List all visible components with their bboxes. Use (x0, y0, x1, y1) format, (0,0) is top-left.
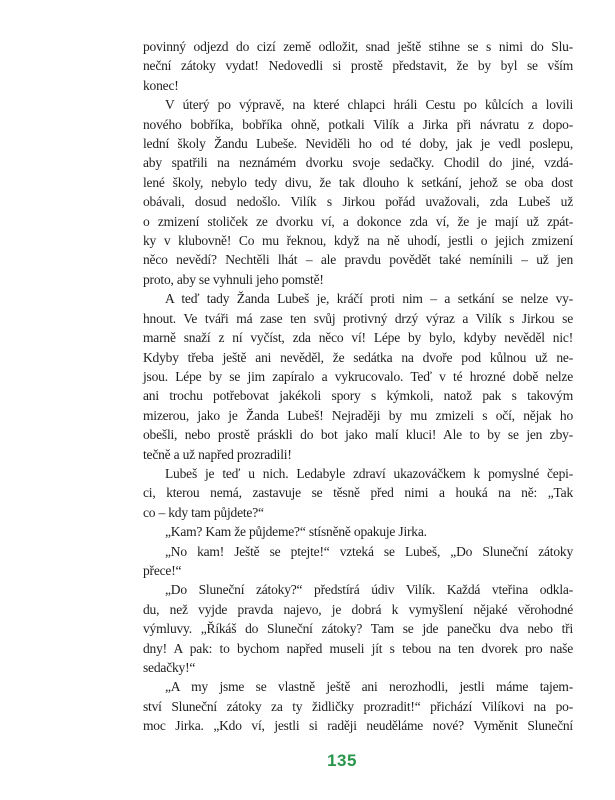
text-line: neční zátoky vydat! Nedovedli si prostě představit, že by byl se vším (143, 58, 573, 74)
text-line: Kdyby třeba ještě ani nevěděl, že sedátka na dvoře pod kůlnou už ne- (143, 349, 573, 365)
text-line: V úterý po výpravě, na které chlapci hráli Cestu po kůlcích a lovili (165, 97, 573, 113)
text-line: jsou. Lépe by se jim zapíralo a vykrucovalo. Teď v té hrozné době nelze (143, 368, 573, 384)
text-line: ky v klubovně! Co mu řeknou, když na ně uhodí, jestli o jejich zmizení (143, 233, 573, 249)
text-line: výmluvy. „Říkáš do Sluneční zátoky? Tam se jde panečku dva nebo tři (143, 621, 573, 637)
text-line: du, než vyjde pravda najevo, je dobrá k vymyšlení nějaké věrohodné (143, 601, 573, 617)
text-line: nového bobříka, bobříka ohně, potkali Vilík a Jirka při návratu z dopo- (143, 116, 573, 132)
text-line: lené školy, nebylo tedy divu, že tak dlouho k setkání, jehož se oba dost (143, 174, 573, 190)
text-line: ci, kterou nemá, zastavuje se těsně před nimi a houká na ně: „Tak (143, 485, 573, 501)
text-line: proto, aby se vyhnuli jeho pomstě! (143, 271, 324, 287)
text-line: co – kdy tam půjdete?“ (143, 504, 264, 520)
text-line: aby spatřili na neznámém dvorku svoje sedačky. Chodil do jiné, vzdá- (143, 155, 573, 171)
page-text-block (143, 37, 573, 736)
text-line: obávali, dosud nedošlo. Vilík s Jirkou pořád uvažovali, zda Lubeš už (143, 194, 573, 210)
text-line: povinný odjezd do cizí země odložit, snad ještě stihne se s nimi do Slu- (143, 39, 573, 54)
page-number: 135 (327, 751, 357, 770)
text-line: „Do Sluneční zátoky?“ předstírá údiv Vilík. Každá vteřina odkla- (165, 582, 573, 598)
text-line: přece!“ (143, 562, 182, 578)
text-line: ani trochu potřebovat jakékoli spory s kýmkoli, natož pak s takovým (143, 388, 573, 404)
text-line: hnout. Ve tváři má zase ten svůj protivný drzý výraz a Vilík s Jirkou se (143, 310, 573, 326)
text-line: „No kam! Ještě se ptejte!“ vzteká se Lubeš, „Do Sluneční zátoky (165, 543, 573, 559)
text-line: dny! A pak: to bychom napřed museli jít s tebou na ten dvorek pro naše (143, 640, 573, 656)
text-line: něco nevědí? Nechtěli lhát – ale pravdu povědět také nemínili – už jen (143, 252, 573, 268)
text-line: o zmizení stoliček ze dvorku ví, a dokonce zda ví, že je mají už zpát- (143, 213, 573, 229)
text-line: sedačky!“ (143, 660, 196, 675)
text-line: konec! (143, 77, 179, 93)
text-line: Lubeš je teď u nich. Ledabyle zdraví ukazováčkem k pomyslné čepi- (165, 465, 573, 481)
text-line: mizerou, jako je Žanda Lubeš! Nejraději by mu zmizeli s očí, nějak ho (143, 407, 573, 423)
text-line: lední školy Žandu Lubeše. Neviděli ho od té doby, jak je vedl poslepu, (143, 136, 573, 152)
text-line: A teď tady Žanda Lubeš je, kráčí proti nim – a setkání se nelze vy- (165, 291, 573, 307)
text-line: tečně a už napřed prozradili! (143, 446, 292, 462)
text-line: moc Jirka. „Kdo ví, jestli si raději neuděláme nové? Vyměnit Sluneční (143, 718, 573, 734)
text-line: obešli, nebo prostě práskli do bot jako malí kluci! Ale to by se jen zby- (143, 427, 573, 443)
text-line: „Kam? Kam že půjdeme?“ stísněně opakuje Jirka. (165, 524, 427, 540)
text-line: ství Sluneční zátoky za ty židličky prozradit!“ přichází Vilíkovi na po- (143, 698, 573, 714)
text-line: marně snaží z ní vyčíst, zda něco ví! Lépe by bylo, kdyby nevěděl nic! (143, 330, 573, 346)
text-line: „A my jsme se vlastně ještě ani nerozhodli, jestli máme tajem- (165, 679, 573, 695)
